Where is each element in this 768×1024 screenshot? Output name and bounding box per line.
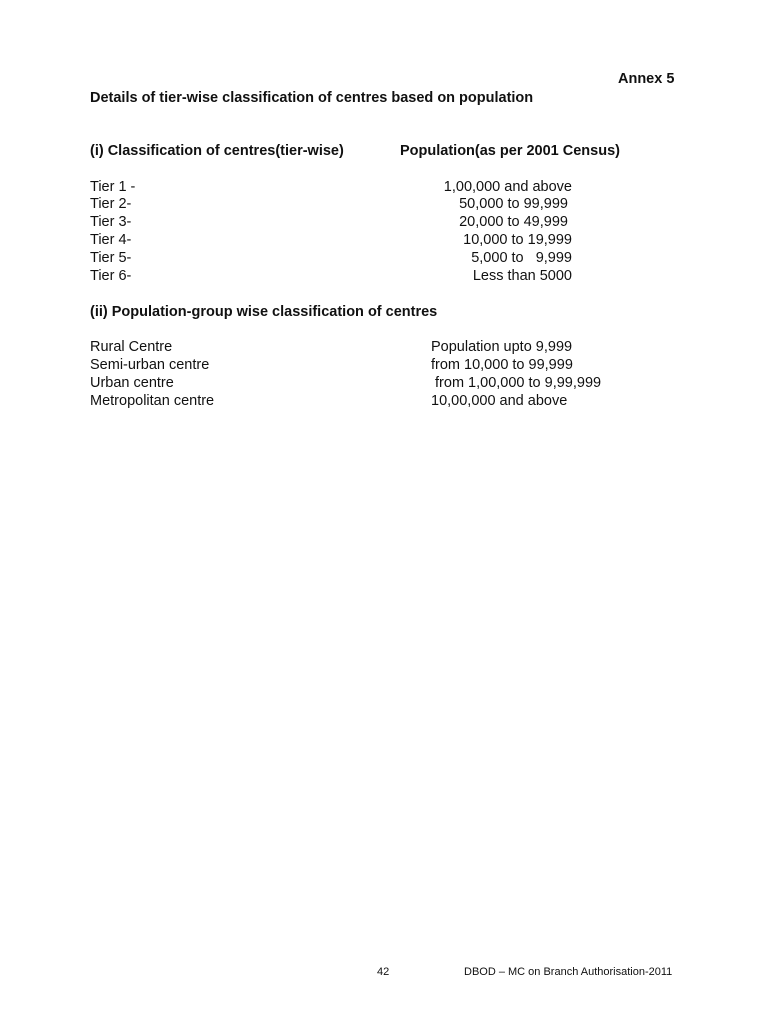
tier-label: Tier 3- — [90, 214, 132, 230]
population-group-value: from 1,00,000 to 9,99,999 — [431, 375, 602, 391]
population-group-label: Semi-urban centre — [90, 357, 210, 373]
tier-value: 20,000 to 49,999 — [459, 214, 572, 230]
tier-label: Tier 1 - — [90, 179, 136, 195]
tier-value: Less than 5000 — [472, 268, 572, 284]
page-number: 42 — [377, 966, 390, 978]
population-group-value: 10,00,000 and above — [431, 393, 568, 409]
population-group-label: Urban centre — [90, 375, 174, 391]
tier-label: Tier 4- — [90, 232, 132, 248]
tier-label: Tier 2- — [90, 196, 132, 212]
annex-label: Annex 5 — [618, 71, 675, 87]
footer-text: DBOD – MC on Branch Authorisation-2011 — [464, 966, 673, 978]
population-group-label: Metropolitan centre — [90, 393, 215, 409]
section1-heading: (i) Classification of centres(tier-wise) — [90, 143, 344, 159]
population-group-label: Rural Centre — [90, 339, 173, 355]
tier-value: 1,00,000 and above — [443, 179, 572, 195]
tier-value: 10,000 to 19,999 — [463, 232, 572, 248]
tier-label: Tier 5- — [90, 250, 132, 266]
section1-population-heading: Population(as per 2001 Census) — [400, 143, 620, 159]
section2-heading: (ii) Population-group wise classification of centres — [90, 304, 438, 320]
tier-label: Tier 6- — [90, 268, 132, 284]
tier-value: 50,000 to 99,999 — [459, 196, 572, 212]
page-title: Details of tier-wise classification of centres based on population — [90, 90, 534, 106]
population-group-value: from 10,000 to 99,999 — [431, 357, 573, 373]
tier-value: 5,000 to 9,999 — [471, 250, 572, 266]
population-group-value: Population upto 9,999 — [431, 339, 573, 355]
